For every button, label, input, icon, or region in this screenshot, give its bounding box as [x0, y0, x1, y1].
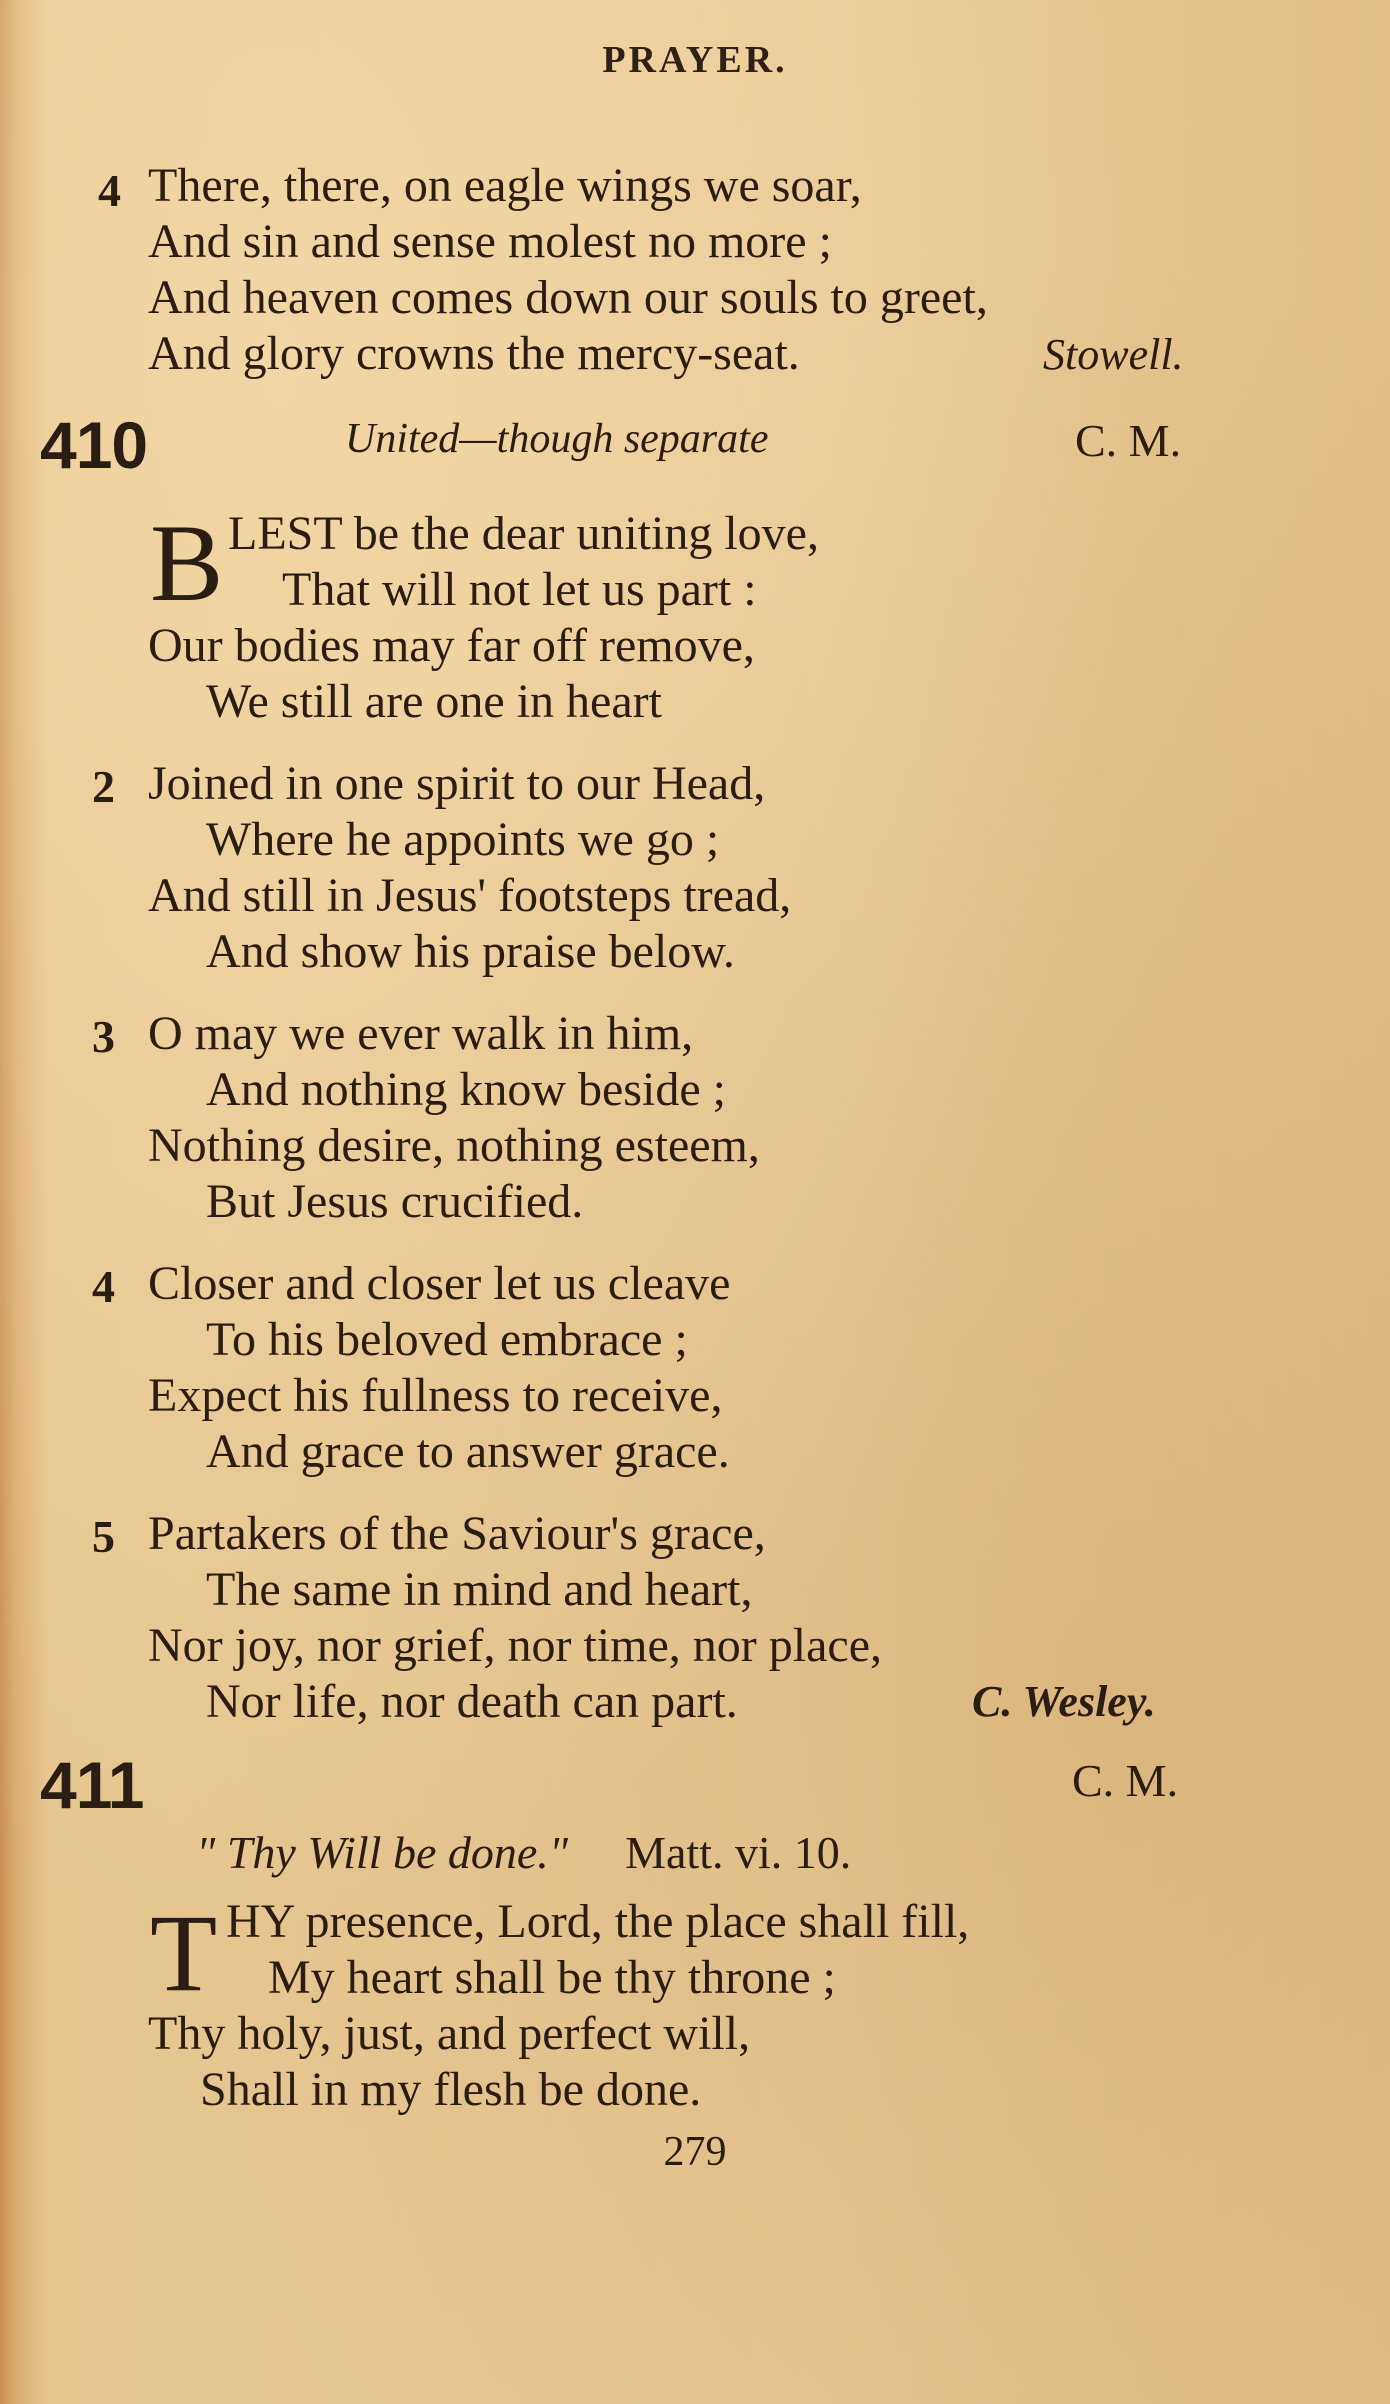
- hymn-meter: C. M.: [1072, 1755, 1179, 1806]
- verse-line: We still are one in heart: [206, 675, 662, 728]
- verse-line: O may we ever walk in him,: [148, 1007, 694, 1060]
- verse-line: Nor joy, nor grief, nor time, nor place,: [148, 1619, 882, 1672]
- verse-line: And heaven comes down our souls to greet,: [148, 271, 988, 324]
- verse-line: Where he appoints we go ;: [206, 813, 720, 866]
- scripture-citation: Matt. vi. 10.: [625, 1827, 852, 1878]
- page-header: PRAYER.: [602, 39, 788, 81]
- verse-line: But Jesus crucified.: [206, 1175, 584, 1228]
- verse-line: Nothing desire, nothing esteem,: [148, 1119, 760, 1172]
- page-number: 279: [663, 2129, 727, 2175]
- verse-line: My heart shall be thy throne ;: [268, 1951, 836, 2004]
- stanza-number: 4: [92, 1261, 115, 1312]
- verse-line: And nothing know beside ;: [206, 1063, 726, 1116]
- hymn-subtitle: United—though separate: [345, 416, 769, 462]
- verse-line: HY presence, Lord, the place shall fill,: [226, 1895, 970, 1948]
- verse-line: To his beloved embrace ;: [206, 1313, 688, 1366]
- verse-line: Partakers of the Saviour's grace,: [148, 1507, 766, 1560]
- scripture-reference: [196, 1827, 852, 1878]
- hymn-author: C. Wesley.: [972, 1677, 1156, 1726]
- stanza-number: 3: [92, 1011, 115, 1062]
- stanza-number: 2: [92, 761, 115, 812]
- verse-line: Thy holy, just, and perfect will,: [148, 2007, 751, 2060]
- drop-cap: T: [150, 1892, 218, 2014]
- verse-line: LEST be the dear uniting love,: [228, 507, 819, 560]
- verse-line: Joined in one spirit to our Head,: [148, 757, 766, 810]
- scripture-quote: " Thy Will be done.": [196, 1827, 569, 1878]
- verse-line: And sin and sense molest no more ;: [148, 215, 832, 268]
- verse-line: And still in Jesus' footsteps tread,: [148, 869, 792, 922]
- drop-cap: B: [150, 502, 224, 624]
- verse-line: Our bodies may far off remove,: [148, 619, 755, 672]
- stanza-number: 4: [98, 165, 121, 216]
- verse-line: Nor life, nor death can part.: [206, 1675, 738, 1728]
- verse-line: That will not let us part :: [282, 563, 757, 616]
- verse-line: And glory crowns the mercy-seat.: [148, 327, 800, 380]
- verse-line: And grace to answer grace.: [206, 1425, 730, 1478]
- hymn-meter: C. M.: [1075, 415, 1182, 466]
- hymn-number: 410: [40, 408, 148, 482]
- hymn-number: 411: [40, 1748, 144, 1822]
- verse-line: The same in mind and heart,: [206, 1563, 753, 1616]
- verse-line: Expect his fullness to receive,: [148, 1369, 723, 1422]
- verse-line: And show his praise below.: [206, 925, 735, 978]
- hymn-author: Stowell.: [1043, 330, 1184, 379]
- verse-line: Closer and closer let us cleave: [148, 1257, 731, 1310]
- verse-line: Shall in my flesh be done.: [200, 2063, 702, 2116]
- verse-line: There, there, on eagle wings we soar,: [148, 159, 862, 212]
- stanza-number: 5: [92, 1511, 115, 1562]
